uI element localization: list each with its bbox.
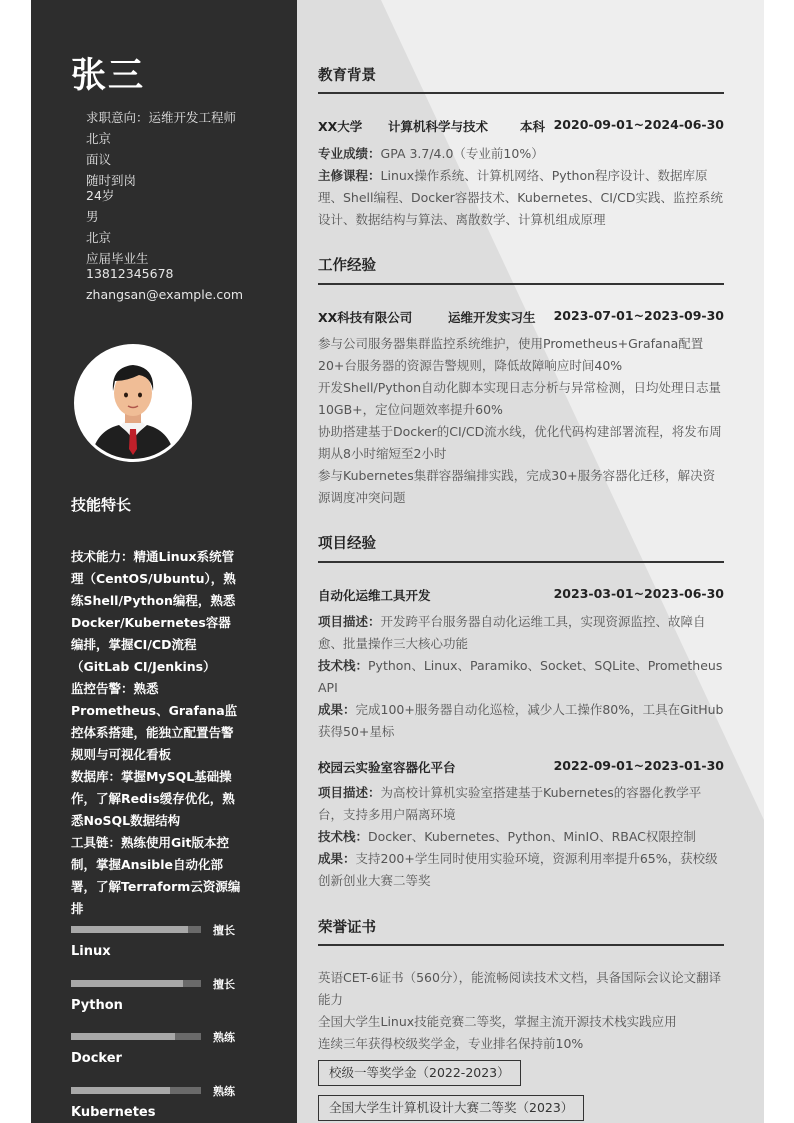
desc-label: 项目描述：: [318, 785, 381, 800]
honors-rule: [318, 944, 724, 946]
stack-label: 技术栈：: [318, 829, 369, 844]
project-details: [318, 782, 724, 892]
project-result: [318, 848, 724, 892]
desc-value: 为高校计算机实验室搭建基于Kubernetes的容器化教学平台，支持多用户隔离环境: [318, 785, 702, 822]
courses-line: [318, 165, 724, 231]
work-item: 协助搭建基于Docker的CI/CD流水线，优化代码构建部署流程，将发布周期从8小时缩短至2小时: [318, 424, 722, 461]
email: zhangsan@example.com: [86, 287, 244, 302]
candidate-name: 张三: [71, 56, 146, 96]
work-item: 参与Kubernetes集群容器编排实践，完成30+服务容器化迁移，解决资源调度冲突问题: [318, 468, 716, 505]
result-label: 成果：: [318, 702, 356, 717]
skill-bar-fill: [71, 980, 183, 987]
skill-bar-track: [71, 1033, 201, 1040]
gpa-value: GPA 3.7/4.0（专业前10%）: [380, 146, 544, 161]
gpa-line: [318, 143, 724, 165]
age: 24岁: [86, 188, 115, 203]
personal-info: [86, 110, 256, 308]
avatar-portrait-icon: [77, 347, 189, 459]
courses-value: Linux操作系统、计算机网络、Python程序设计、数据库原理、Shell编程、Docker容器技术、Kubernetes、CI/CD实践、监控系统设计、数据结构与算法、离散数学、计算机组成原理: [318, 168, 723, 227]
desc-label: 项目描述：: [318, 614, 381, 629]
project-desc: [318, 782, 724, 826]
skill-bars: [71, 920, 241, 1123]
desc-value: 开发跨平台服务器自动化运维工具，实现资源监控、故障自愈、批量操作三大核心功能: [318, 614, 706, 651]
work-item: 参与公司服务器集群监控系统维护，使用Prometheus+Grafana配置20+台服务器的资源告警规则，降低故障响应时间40%: [318, 336, 704, 373]
result-label: 成果：: [318, 851, 356, 866]
project-stack: [318, 826, 724, 848]
skill-bar-fill: [71, 926, 188, 933]
stack-value: Python、Linux、Paramiko、Socket、SQLite、Prometheus API: [318, 658, 723, 695]
project-result: [318, 699, 724, 743]
stack-label: 技术栈：: [318, 658, 369, 673]
courses-label: 主修课程：: [318, 168, 381, 183]
skill-bar-fill: [71, 1087, 170, 1094]
project-stack: [318, 655, 724, 699]
degree: 本科: [520, 119, 546, 134]
skills-description: [71, 546, 243, 920]
work-title: 工作经验: [318, 258, 376, 274]
skill-level: 熟练: [213, 1084, 235, 1098]
skill-bar-kubernetes: [71, 1081, 241, 1123]
avatar: [74, 344, 192, 462]
job-role: 运维开发实习生: [448, 310, 536, 325]
location: 北京: [86, 230, 112, 245]
skill-bar-track: [71, 1087, 201, 1094]
stack-value: Docker、Kubernetes、Python、MinIO、RBAC权限控制: [368, 829, 696, 844]
project-details: [318, 611, 724, 743]
gender: 男: [86, 209, 99, 224]
honor-item: 英语CET-6证书（560分），能流畅阅读技术文档，具备国际会议论文翻译能力: [318, 970, 722, 1007]
skills-title: 技能特长: [71, 496, 132, 514]
salary: 面议: [86, 152, 112, 167]
sidebar: [31, 0, 297, 1123]
skill-name: Linux: [71, 944, 111, 959]
skill-bar-docker: [71, 1027, 241, 1081]
certificate-tag: 校级一等奖学金（2022-2023）: [318, 1060, 521, 1086]
school-name: XX大学: [318, 119, 363, 134]
availability: 随时到岗: [86, 173, 137, 188]
skill-bar-linux: [71, 920, 241, 974]
project-desc: [318, 611, 724, 655]
skill-database: 数据库：掌握MySQL基础操作，了解Redis缓存优化，熟悉NoSQL数据结构: [71, 769, 235, 828]
skill-level: 熟练: [213, 1031, 235, 1044]
honors-title: 荣誉证书: [318, 920, 376, 936]
status: 应届毕业生: [86, 251, 149, 266]
gpa-label: 专业成绩：: [318, 146, 381, 161]
phone: 13812345678: [86, 266, 174, 281]
skill-bar-track: [71, 980, 201, 987]
work-period: 2023-07-01~2023-09-30: [553, 308, 724, 323]
education-details: [318, 143, 724, 231]
education-rule: [318, 92, 724, 94]
project-name: 自动化运维工具开发: [318, 588, 431, 603]
skill-bar-track: [71, 926, 201, 933]
education-title: 教育背景: [318, 68, 376, 84]
project-period: 2022-09-01~2023-01-30: [553, 758, 724, 773]
skill-monitoring: 监控告警：熟悉Prometheus、Grafana监控体系搭建，能独立配置告警规则与可视化看板: [71, 681, 238, 762]
city: 北京: [86, 131, 112, 146]
projects-rule: [318, 561, 724, 563]
result-value: 支持200+学生同时使用实验环境，资源利用率提升65%，获校级创新创业大赛二等奖: [318, 851, 718, 888]
job-intention: 求职意向：运维开发工程师: [86, 110, 237, 125]
skill-tools: 工具链：熟练使用Git版本控制，掌握Ansible自动化部署，了解Terraform云资源编排: [71, 835, 241, 916]
skill-bar-python: [71, 974, 241, 1028]
work-details: [318, 333, 724, 509]
result-value: 完成100+服务器自动化巡检，减少人工操作80%，工具在GitHub获得50+星标: [318, 702, 724, 739]
projects-title: 项目经验: [318, 536, 376, 552]
education-period: 2020-09-01~2024-06-30: [553, 117, 724, 132]
skill-bar-fill: [71, 1033, 175, 1040]
skill-name: Docker: [71, 1051, 122, 1066]
project-period: 2023-03-01~2023-06-30: [553, 586, 724, 601]
skill-tech: 技术能力：精通Linux系统管理（CentOS/Ubuntu），熟练Shell/Python编程，熟悉Docker/Kubernetes容器编排，掌握CI/CD流程（GitLab CI/Jenkins）: [71, 549, 236, 674]
project-name: 校园云实验室容器化平台: [318, 760, 456, 775]
major: 计算机科学与技术: [388, 119, 489, 134]
skill-level: 擅长: [213, 924, 235, 937]
company-name: XX科技有限公司: [318, 310, 413, 325]
skill-name: Kubernetes: [71, 1104, 156, 1120]
honor-item: 全国大学生Linux技能竞赛二等奖，掌握主流开源技术栈实践应用: [318, 1014, 677, 1029]
skill-name: Python: [71, 997, 123, 1013]
work-rule: [318, 283, 724, 285]
honor-item: 连续三年获得校级奖学金，专业排名保持前10%: [318, 1036, 584, 1051]
skill-level: 擅长: [213, 977, 235, 991]
honors-details: [318, 967, 724, 1055]
certificate-tag: 全国大学生计算机设计大赛二等奖（2023）: [318, 1095, 584, 1121]
work-item: 开发Shell/Python自动化脚本实现日志分析与异常检测，日均处理日志量10GB+，定位问题效率提升60%: [318, 380, 722, 417]
